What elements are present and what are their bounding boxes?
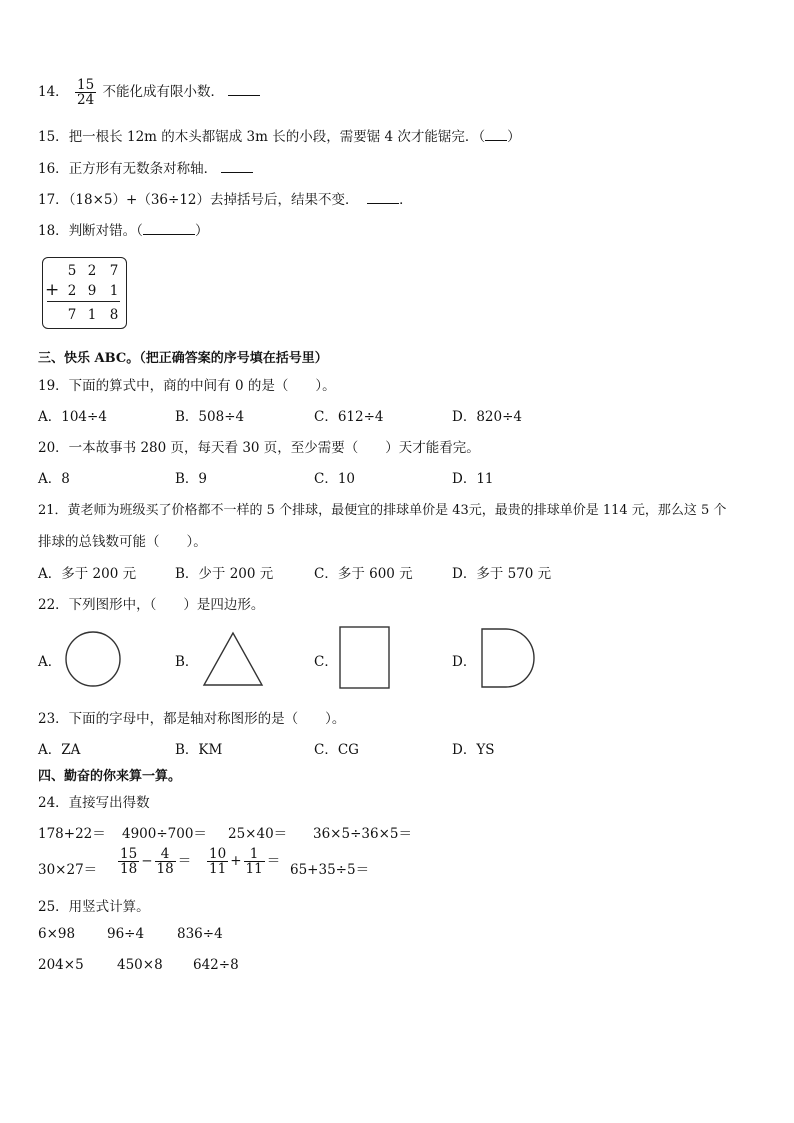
q14-answer-blank[interactable] [228,95,260,96]
numerator: 15 [120,846,138,862]
digit: 2 [67,283,77,299]
q17-number: 17． [38,192,69,208]
plus-sign: + [45,280,60,300]
calc-item: 178+22＝ [38,826,106,842]
denominator: 18 [156,861,174,878]
q22-shapes [0,620,794,695]
calc-item: 4900÷700＝ [122,826,207,842]
vertical-calc-item: 96÷4 [107,926,145,942]
digit: 5 [67,263,77,279]
question-22: 22．下列图形中，（ ）是四边形。 [38,597,265,613]
q16-text: 正方形有无数条对称轴． [68,161,218,177]
question-17 [38,188,413,208]
q23-option-d[interactable]: D．YS [452,742,495,758]
q19-option-c[interactable]: C．612÷4 [314,409,384,425]
numerator: 1 [244,847,265,862]
denominator: 11 [245,861,263,878]
q14-number: 14． [38,84,69,101]
q15-end: ） [507,129,521,145]
question-24: 24．直接写出得数 [38,795,150,811]
digit: 7 [109,263,119,279]
question-14 [38,78,260,107]
q21-option-c[interactable]: C．多于 600 元 [314,566,413,582]
q18-number: 18． [38,223,69,239]
q19-option-a[interactable]: A．104÷4 [38,409,107,425]
digit: 7 [67,307,77,323]
q23-option-c[interactable]: C．CG [314,742,359,758]
q20-option-d[interactable]: D．11 [452,471,494,487]
q20-option-a[interactable]: A．8 [38,471,70,487]
calc-item: 65+35÷5＝ [290,862,370,878]
q19-option-d[interactable]: D．820÷4 [452,409,522,425]
digit: 1 [109,283,119,299]
triangle-shape [204,633,262,685]
section-3-title: 三、快乐 ABC。（把正确答案的序号填在括号里） [38,351,328,366]
q21-option-a[interactable]: A．多于 200 元 [38,566,137,582]
vertical-calc-item: 450×8 [117,957,163,973]
q14-text: 不能化成有限小数． [102,84,224,101]
q15-text: 把一根长 12m 的木头都锯成 3m 长的小段，需要锯 4 次才能锯完．（ [68,129,486,145]
vertical-calc-item: 642÷8 [193,957,239,973]
q22-label-a[interactable]: A． [38,654,62,670]
q14-denominator: 24 [76,92,95,109]
vertical-calc-item: 204×5 [38,957,84,973]
question-20: 20．一本故事书 280 页，每天看 30 页，至少需要（ ）天才能看完。 [38,440,480,456]
q17-end: ． [399,192,413,208]
denominator: 18 [120,861,138,878]
digit: 2 [87,263,97,279]
denominator: 11 [209,861,227,878]
equals-sign: ＝ [177,853,192,870]
fraction-calc-2 [205,847,280,876]
sum-rule [47,301,120,302]
q20-option-b[interactable]: B．9 [175,471,208,487]
question-18 [38,219,208,239]
vertical-addition-box [42,257,127,329]
q16-answer-blank[interactable] [221,172,253,173]
question-19: 19．下面的算式中，商的中间有 0 的是（ ）。 [38,378,336,394]
q18-text: 判断对错。（ [68,223,143,239]
fraction-calc-1 [116,847,191,876]
q14-fraction [75,78,96,107]
q15-number: 15． [38,129,69,145]
calc-item: 36×5÷36×5＝ [313,826,412,842]
q22-label-d[interactable]: D． [452,654,477,670]
minus-sign: − [141,853,153,870]
q14-numerator: 15 [76,77,95,93]
q18-end: ） [194,223,209,239]
equals-sign: ＝ [266,853,281,870]
question-25: 25．用竖式计算。 [38,899,150,915]
question-23: 23．下面的字母中，都是轴对称图形的是（ ）。 [38,711,346,727]
q17-text: （18×5）+（36÷12）去掉括号后，结果不变． [68,192,359,208]
q22-label-b[interactable]: B． [175,654,199,670]
q23-option-b[interactable]: B．KM [175,742,223,758]
q16-number: 16． [38,161,69,177]
q21-option-d[interactable]: D．多于 570 元 [452,566,552,582]
digit: 9 [87,283,97,299]
question-21-line-1: 21．黄老师为班级买了价格都不一样的 5 个排球，最便宜的排球单价是 43元，最贵的排球单价是 114 元，那么这 5 个 [38,503,727,518]
calc-item: 25×40＝ [228,826,288,842]
q21-option-b[interactable]: B．少于 200 元 [175,566,274,582]
digit: 8 [109,307,119,323]
question-21-line-2: 排球的总钱数可能（ ）。 [38,534,207,550]
question-16 [38,157,253,177]
vertical-calc-item: 836÷4 [177,926,223,942]
circle-shape [66,632,120,686]
numerator: 10 [209,846,227,862]
digit: 1 [87,307,97,323]
plus-sign: + [230,853,242,870]
vertical-calc-item: 6×98 [38,926,76,942]
q22-label-c[interactable]: C． [314,654,338,670]
q23-option-a[interactable]: A．ZA [38,742,81,758]
q18-answer-blank[interactable] [143,234,195,235]
section-4-title: 四、勤奋的你来算一算。 [38,769,182,784]
q19-option-b[interactable]: B．508÷4 [175,409,245,425]
q15-answer-blank[interactable] [485,140,507,141]
calc-item: 30×27＝ [38,862,98,878]
question-15 [38,125,521,145]
numerator: 4 [155,847,176,862]
rectangle-shape [340,627,389,688]
q17-answer-blank[interactable] [367,203,399,204]
d-shape [482,629,534,687]
q20-option-c[interactable]: C．10 [314,471,356,487]
